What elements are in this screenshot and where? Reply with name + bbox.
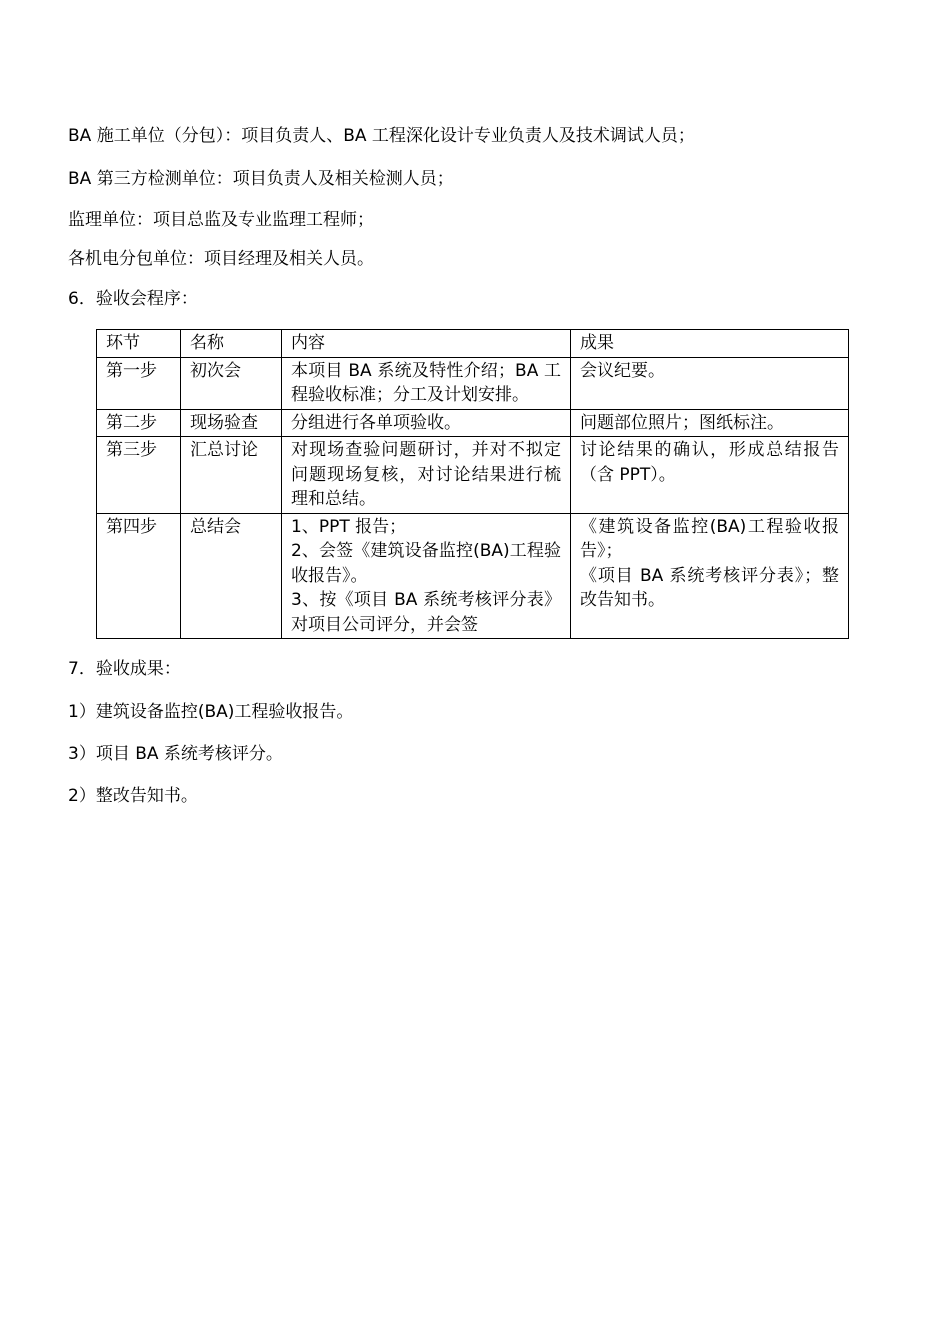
table-row: [97, 357, 849, 409]
cell-name: 初次会: [181, 357, 282, 409]
paragraph-ba-contractor: BA 施工单位（分包）：项目负责人、BA 工程深化设计专业负责人及技术调试人员；: [68, 126, 695, 146]
paragraph-ba-inspection: BA 第三方检测单位：项目负责人及相关检测人员；: [68, 169, 454, 189]
content-line: 2、会签《建筑设备监控(BA)工程验收报告》。: [291, 541, 561, 586]
cell-step: 第二步: [97, 409, 181, 437]
cell-step: 第三步: [97, 437, 181, 514]
header-content: 内容: [282, 330, 571, 358]
paragraph-mep-subcontractors: 各机电分包单位：项目经理及相关人员。: [68, 249, 374, 269]
table-row: [97, 513, 849, 639]
result-item-scoring: 3）项目 BA 系统考核评分。: [68, 744, 283, 764]
procedure-table: [96, 329, 849, 639]
cell-name: 总结会: [181, 513, 282, 639]
result-line: 《项目 BA 系统考核评分表》；整改告知书。: [580, 565, 839, 610]
content-line: 3、按《项目 BA 系统考核评分表》对项目公司评分，并会签: [291, 590, 561, 635]
content-line: 本项目 BA 系统及特性介绍；BA 工程验收标准；分工及计划安排。: [291, 360, 561, 405]
result-line: 问题部位照片；图纸标注。: [580, 412, 784, 433]
cell-result: [571, 409, 849, 437]
cell-step: 第一步: [97, 357, 181, 409]
header-stage: 环节: [97, 330, 181, 358]
content-line: 1、PPT 报告；: [291, 516, 407, 537]
cell-result: [571, 513, 849, 639]
result-line: 讨论结果的确认，形成总结报告（含 PPT）。: [580, 440, 839, 485]
header-name: 名称: [181, 330, 282, 358]
table-row: [97, 409, 849, 437]
cell-content: [282, 513, 571, 639]
heading-acceptance-procedure: 6．验收会程序：: [68, 289, 198, 309]
content-line: 分组进行各单项验收。: [291, 412, 461, 433]
cell-step: 第四步: [97, 513, 181, 639]
cell-content: [282, 409, 571, 437]
cell-content: [282, 357, 571, 409]
table-header-row: [97, 330, 849, 358]
header-result: 成果: [571, 330, 849, 358]
result-line: 会议纪要。: [580, 360, 665, 381]
cell-content: [282, 437, 571, 514]
heading-acceptance-results: 7．验收成果：: [68, 659, 181, 679]
paragraph-supervision: 监理单位：项目总监及专业监理工程师；: [68, 210, 374, 230]
result-item-rectification: 2）整改告知书。: [68, 786, 198, 806]
content-line: 对现场查验问题研讨，并对不拟定问题现场复核，对讨论结果进行梳理和总结。: [291, 440, 561, 509]
cell-name: 汇总讨论: [181, 437, 282, 514]
cell-result: [571, 357, 849, 409]
result-line: 《建筑设备监控(BA)工程验收报告》；: [580, 516, 839, 561]
result-item-report: 1）建筑设备监控(BA)工程验收报告。: [68, 702, 354, 722]
cell-result: [571, 437, 849, 514]
cell-name: 现场验查: [181, 409, 282, 437]
table-row: [97, 437, 849, 514]
